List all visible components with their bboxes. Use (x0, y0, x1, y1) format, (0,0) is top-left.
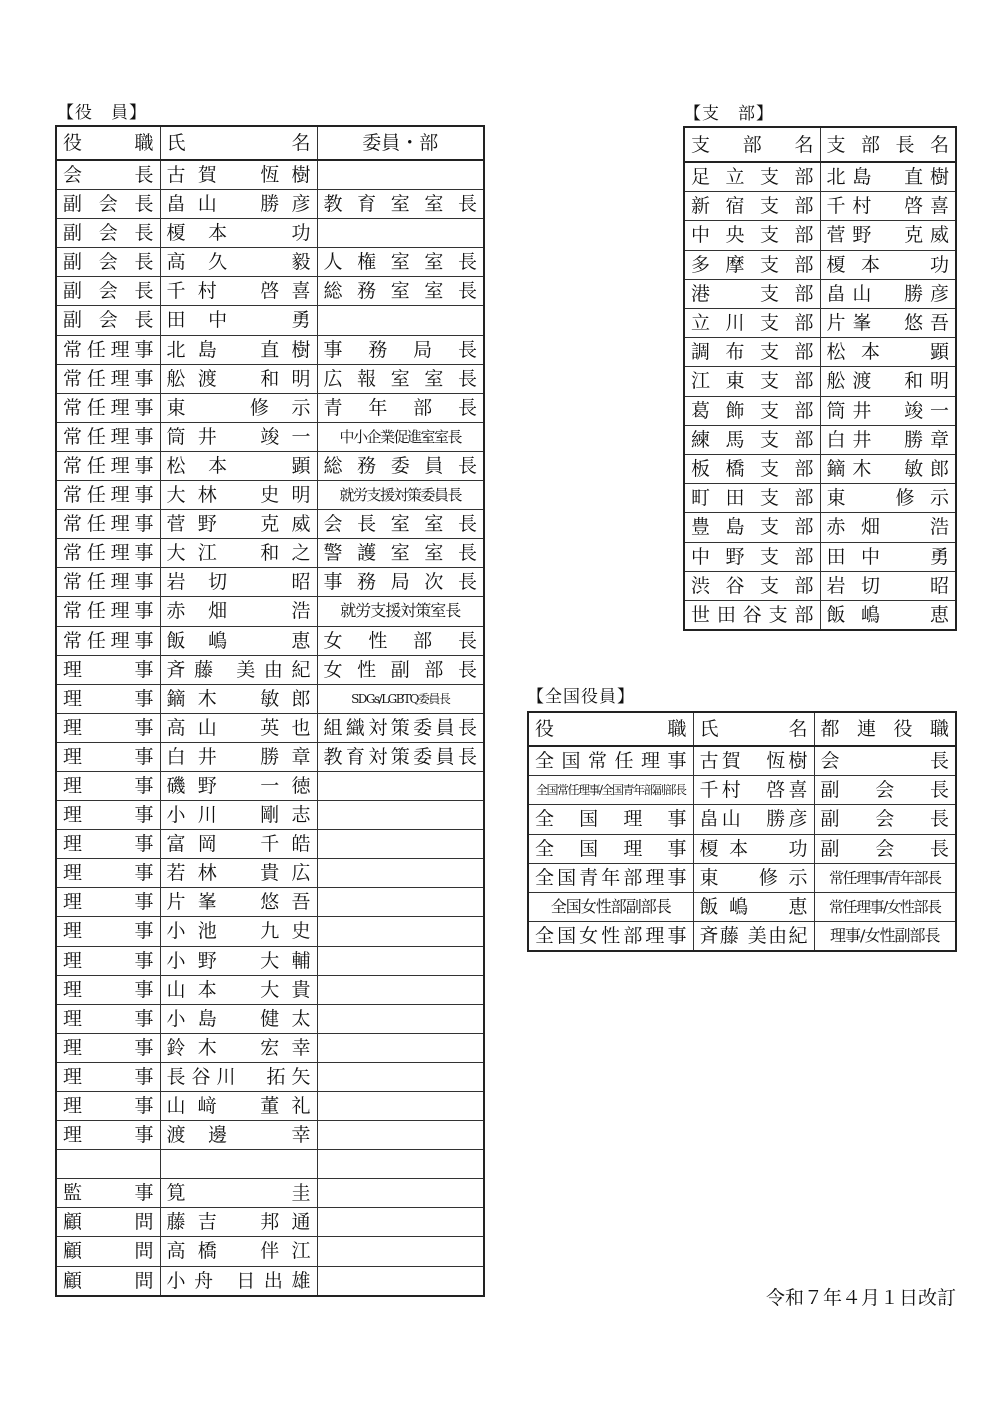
table-cell (317, 1208, 484, 1237)
table-cell: 高久 毅 (160, 248, 317, 277)
national-officers-title: 【全国役員】 (527, 687, 635, 707)
table-cell: 理事 (56, 742, 160, 771)
table-row (684, 513, 956, 542)
table-cell: 副会長 (56, 306, 160, 335)
table-cell: 古賀 恆樹 (693, 746, 814, 776)
table-cell: 教育室室長 (317, 190, 484, 219)
table-cell: 事務局次長 (317, 568, 484, 597)
table-cell: 全国理事 (528, 805, 693, 834)
table-cell: 飯嶋 恵 (820, 601, 956, 631)
column-header: 氏 名 (160, 126, 317, 160)
table-cell: 小川 剛志 (160, 801, 317, 830)
table-cell: 常任理事 (56, 568, 160, 597)
table-cell: 副会長 (814, 776, 956, 805)
table-cell: 東 修示 (160, 393, 317, 422)
table-cell: 飯嶋 恵 (160, 626, 317, 655)
table-cell: 舩渡 和明 (160, 364, 317, 393)
column-header: 支部長名 (820, 127, 956, 162)
table-cell: 調布支部 (684, 338, 820, 367)
table-cell: 会長 (56, 160, 160, 190)
table-cell: 中央支部 (684, 221, 820, 250)
table-row (684, 192, 956, 221)
table-cell: 常任理事 (56, 626, 160, 655)
table-row (684, 396, 956, 425)
table-cell: 松本 顕 (820, 338, 956, 367)
table-cell: 足立支部 (684, 162, 820, 192)
table-row (684, 601, 956, 631)
table-cell: 町田支部 (684, 484, 820, 513)
table-cell: 全国常任理事 (528, 746, 693, 776)
table-cell: 東 修示 (820, 484, 956, 513)
table-cell: 大林 史明 (160, 481, 317, 510)
table-cell: 中小企業促進室室長 (317, 422, 484, 451)
table-cell: 会長 (814, 746, 956, 776)
table-row (56, 626, 484, 655)
table-cell (160, 1150, 317, 1179)
table-row (684, 338, 956, 367)
table-cell: 常任理事/女性部長 (814, 893, 956, 922)
table-cell (317, 1266, 484, 1296)
column-header: 支部名 (684, 127, 820, 162)
table-row (56, 859, 484, 888)
table-cell: 常任理事 (56, 364, 160, 393)
table-cell (317, 1092, 484, 1121)
table-cell: 千村 啓喜 (820, 192, 956, 221)
table-row (56, 364, 484, 393)
table-cell (317, 160, 484, 190)
table-cell: 練馬支部 (684, 425, 820, 454)
table-cell: 理事 (56, 830, 160, 859)
table-cell: 山本 大貴 (160, 975, 317, 1004)
table-row (56, 451, 484, 480)
table-cell: 理事 (56, 801, 160, 830)
table-row (684, 425, 956, 454)
table-cell: 渋谷支部 (684, 571, 820, 600)
table-row (56, 277, 484, 306)
table-cell (317, 859, 484, 888)
table-cell: 世田谷支部 (684, 601, 820, 631)
table-cell: 常任理事 (56, 510, 160, 539)
table-cell: 副会長 (56, 277, 160, 306)
table-cell: 小舟 日出雄 (160, 1266, 317, 1296)
table-row (684, 250, 956, 279)
table-cell: 広報室室長 (317, 364, 484, 393)
table-cell: 富岡 千皓 (160, 830, 317, 859)
table-cell (317, 975, 484, 1004)
table-row (56, 1062, 484, 1091)
table-cell: 片峯 悠吾 (160, 888, 317, 917)
table-cell: 全国理事 (528, 834, 693, 863)
table-cell: 北島 直樹 (820, 162, 956, 192)
table-cell: 古賀 恆樹 (160, 160, 317, 190)
table-cell: 理事 (56, 655, 160, 684)
national-officers-table (527, 711, 957, 952)
table-cell (317, 306, 484, 335)
column-header: 氏 名 (693, 712, 814, 746)
table-cell: 立川支部 (684, 309, 820, 338)
table-cell: 白井 勝章 (820, 425, 956, 454)
table-cell: 斉藤 美由紀 (160, 655, 317, 684)
table-cell: 菅野 克威 (820, 221, 956, 250)
table-cell (317, 946, 484, 975)
table-cell (317, 1033, 484, 1062)
table-cell: 就労支援対策室長 (317, 597, 484, 626)
table-cell (317, 1237, 484, 1266)
table-cell: 理事 (56, 888, 160, 917)
table-cell: 新宿支部 (684, 192, 820, 221)
table-cell (317, 1121, 484, 1150)
table-cell: 中野支部 (684, 542, 820, 571)
table-cell: 菅野 克威 (160, 510, 317, 539)
table-row (56, 510, 484, 539)
table-cell: 警護室室長 (317, 539, 484, 568)
table-cell: 多摩支部 (684, 250, 820, 279)
table-cell: 顧問 (56, 1266, 160, 1296)
table-row (684, 455, 956, 484)
table-cell: 豊島支部 (684, 513, 820, 542)
table-cell: 飯嶋 恵 (693, 893, 814, 922)
table-cell: 舩渡 和明 (820, 367, 956, 396)
table-cell: 小島 健太 (160, 1004, 317, 1033)
table-cell: 理事 (56, 859, 160, 888)
table-row (56, 1208, 484, 1237)
table-cell: 千村 啓喜 (693, 776, 814, 805)
table-row (528, 893, 956, 922)
table-cell: 千村 啓喜 (160, 277, 317, 306)
table-cell: 岩切 昭 (820, 571, 956, 600)
table-cell: 小池 九史 (160, 917, 317, 946)
table-cell: 顧問 (56, 1237, 160, 1266)
table-cell: 理事 (56, 1062, 160, 1091)
officers-title: 【役 員】 (57, 103, 147, 123)
table-row (684, 571, 956, 600)
table-row (528, 834, 956, 863)
table-row (684, 367, 956, 396)
table-cell (317, 917, 484, 946)
table-cell: 理事 (56, 1121, 160, 1150)
table-cell: 榎本 功 (693, 834, 814, 863)
table-row (56, 248, 484, 277)
table-cell: 高橋 伴江 (160, 1237, 317, 1266)
table-cell: 長谷川 拓矢 (160, 1062, 317, 1091)
table-cell: 江東支部 (684, 367, 820, 396)
table-cell: 理事 (56, 713, 160, 742)
table-cell: 畠山 勝彦 (820, 279, 956, 308)
table-cell: 理事 (56, 1033, 160, 1062)
table-row (684, 484, 956, 513)
table-row (56, 393, 484, 422)
table-row (56, 801, 484, 830)
table-row (56, 655, 484, 684)
table-row (528, 746, 956, 776)
table-cell: 白井 勝章 (160, 742, 317, 771)
table-row (684, 279, 956, 308)
header-row (684, 127, 956, 162)
table-cell: 常任理事 (56, 539, 160, 568)
table-cell: 理事 (56, 684, 160, 713)
table-row (56, 190, 484, 219)
table-cell: 理事 (56, 1004, 160, 1033)
table-cell: 監事 (56, 1179, 160, 1208)
table-cell: 常任理事 (56, 481, 160, 510)
header-row (528, 712, 956, 746)
table-row (56, 597, 484, 626)
table-row (684, 309, 956, 338)
table-cell: 組織対策委員長 (317, 713, 484, 742)
table-cell: 筒井 竣一 (160, 422, 317, 451)
table-cell: 理事 (56, 1092, 160, 1121)
table-cell (317, 219, 484, 248)
table-cell (317, 1062, 484, 1091)
column-header: 都連役職 (814, 712, 956, 746)
table-cell: 片峯 悠吾 (820, 309, 956, 338)
table-row (56, 539, 484, 568)
table-cell: 常任理事 (56, 335, 160, 364)
table-cell: 女性部長 (317, 626, 484, 655)
table-row (528, 922, 956, 952)
table-row (56, 742, 484, 771)
table-cell: 青年部長 (317, 393, 484, 422)
table-cell: 理事/女性副部長 (814, 922, 956, 952)
table-cell (317, 1004, 484, 1033)
table-cell: 筒井 竣一 (820, 396, 956, 425)
table-row (56, 888, 484, 917)
header-row (56, 126, 484, 160)
table-cell: 畠山 勝彦 (693, 805, 814, 834)
table-cell: 筧 圭 (160, 1179, 317, 1208)
table-row (56, 1033, 484, 1062)
table-row (56, 1150, 484, 1179)
table-cell (317, 1179, 484, 1208)
table-row (684, 162, 956, 192)
table-cell: 磯野 一徳 (160, 771, 317, 800)
table-cell: 理事 (56, 975, 160, 1004)
table-row (56, 1179, 484, 1208)
table-cell: 鏑木 敏郎 (820, 455, 956, 484)
table-cell: 松本 顕 (160, 451, 317, 480)
table-cell: 山﨑 董礼 (160, 1092, 317, 1121)
table-cell: SDGs/LGBTQ委員長 (317, 684, 484, 713)
table-cell: 鈴木 宏幸 (160, 1033, 317, 1062)
table-cell: 藤吉 邦通 (160, 1208, 317, 1237)
table-cell: 常任理事 (56, 597, 160, 626)
table-row (56, 568, 484, 597)
table-row (528, 863, 956, 892)
table-row (56, 1004, 484, 1033)
table-cell: 全国青年部理事 (528, 863, 693, 892)
table-row (56, 481, 484, 510)
table-cell: 常任理事 (56, 393, 160, 422)
table-cell: 副会長 (814, 805, 956, 834)
column-header: 委員・部 (317, 126, 484, 160)
table-row (56, 713, 484, 742)
table-cell: 鏑木 敏郎 (160, 684, 317, 713)
table-cell: 港 支部 (684, 279, 820, 308)
table-row (56, 1266, 484, 1296)
table-cell (317, 801, 484, 830)
table-row (56, 771, 484, 800)
table-row (56, 1092, 484, 1121)
table-cell: 北島 直樹 (160, 335, 317, 364)
table-row (528, 776, 956, 805)
table-cell: 理事 (56, 771, 160, 800)
revision-date: 令和７年４月１日改訂 (765, 1287, 956, 1309)
table-cell (317, 771, 484, 800)
table-row (56, 975, 484, 1004)
table-cell: 大江 和之 (160, 539, 317, 568)
table-cell: 全国女性部副部長 (528, 893, 693, 922)
table-cell: 若林 貴広 (160, 859, 317, 888)
table-cell: 田中 勇 (820, 542, 956, 571)
table-cell: 常任理事/青年部長 (814, 863, 956, 892)
table-cell: 榎本 功 (820, 250, 956, 279)
column-header: 役 職 (528, 712, 693, 746)
table-cell: 東 修示 (693, 863, 814, 892)
table-cell (317, 830, 484, 859)
table-cell: 全国常任理事/全国青年部副部長 (528, 776, 693, 805)
table-cell: 田中 勇 (160, 306, 317, 335)
table-row (56, 946, 484, 975)
table-row (56, 160, 484, 190)
table-cell: 畠山 勝彦 (160, 190, 317, 219)
branches-title: 【支 部】 (684, 104, 774, 124)
table-cell: 渡邊 幸 (160, 1121, 317, 1150)
table-cell: 教育対策委員長 (317, 742, 484, 771)
table-cell: 全国女性部理事 (528, 922, 693, 952)
table-cell: 副会長 (56, 219, 160, 248)
table-cell: 顧問 (56, 1208, 160, 1237)
table-cell: 副会長 (814, 834, 956, 863)
table-cell: 岩切 昭 (160, 568, 317, 597)
table-row (684, 221, 956, 250)
table-row (56, 917, 484, 946)
table-cell: 板橋支部 (684, 455, 820, 484)
table-cell (317, 1150, 484, 1179)
table-row (56, 830, 484, 859)
table-cell: 榎本 功 (160, 219, 317, 248)
table-row (56, 1121, 484, 1150)
table-cell: 高山 英也 (160, 713, 317, 742)
table-row (528, 805, 956, 834)
table-cell: 赤畑 浩 (820, 513, 956, 542)
table-cell: 副会長 (56, 190, 160, 219)
branches-table (683, 126, 957, 631)
table-row (56, 684, 484, 713)
table-cell: 就労支援対策委員長 (317, 481, 484, 510)
table-row (56, 422, 484, 451)
table-row (56, 1237, 484, 1266)
table-cell: 常任理事 (56, 451, 160, 480)
table-cell: 赤畑 浩 (160, 597, 317, 626)
table-cell: 総務委員長 (317, 451, 484, 480)
table-cell (56, 1150, 160, 1179)
table-row (56, 219, 484, 248)
table-row (684, 542, 956, 571)
table-cell (317, 888, 484, 917)
column-header: 役 職 (56, 126, 160, 160)
table-cell: 総務室室長 (317, 277, 484, 306)
table-cell: 常任理事 (56, 422, 160, 451)
officers-table (55, 125, 485, 1297)
table-cell: 小野 大輔 (160, 946, 317, 975)
table-cell: 斉藤 美由紀 (693, 922, 814, 952)
table-cell: 理事 (56, 946, 160, 975)
table-cell: 人権室室長 (317, 248, 484, 277)
table-cell: 会長室室長 (317, 510, 484, 539)
table-cell: 事務局長 (317, 335, 484, 364)
table-cell: 女性副部長 (317, 655, 484, 684)
table-cell: 葛飾支部 (684, 396, 820, 425)
table-row (56, 306, 484, 335)
table-cell: 理事 (56, 917, 160, 946)
table-row (56, 335, 484, 364)
table-cell: 副会長 (56, 248, 160, 277)
